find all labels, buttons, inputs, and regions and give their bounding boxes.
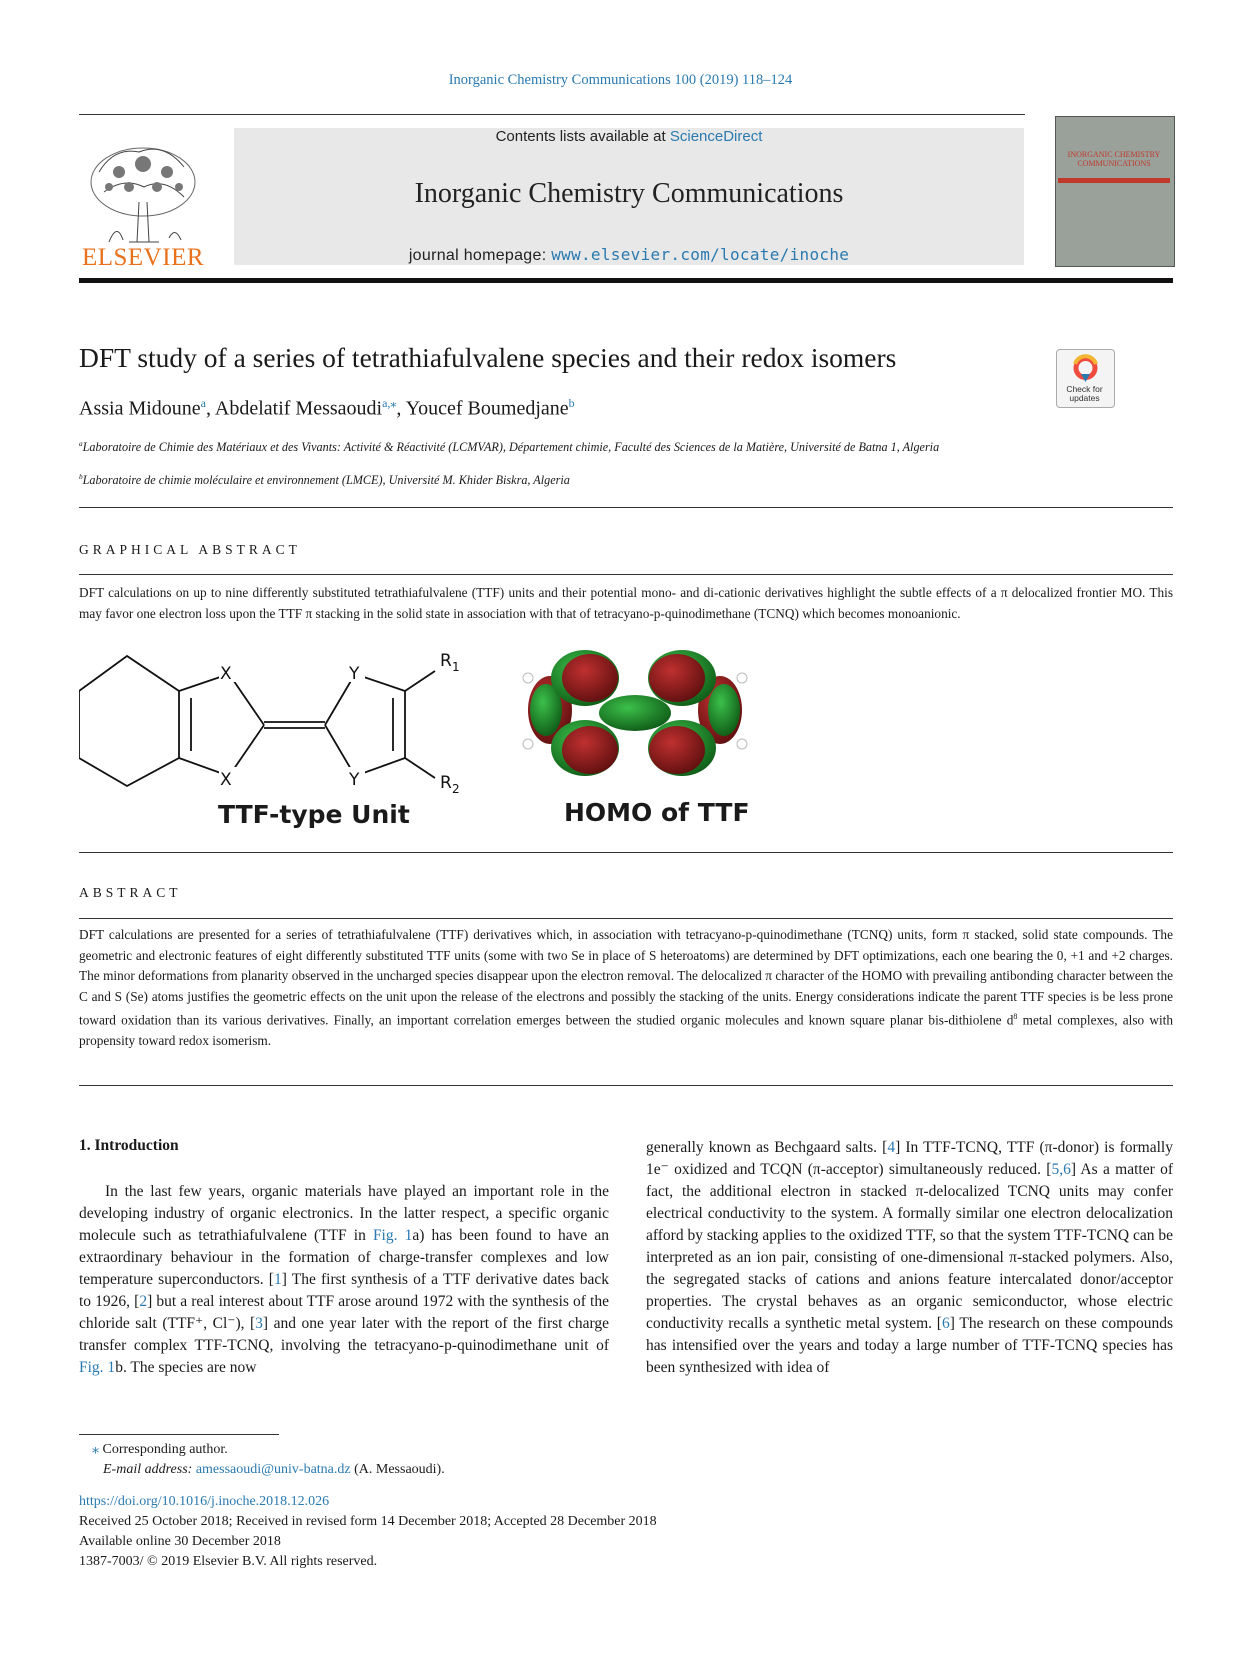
corresponding-mark: ⁎ xyxy=(92,1442,99,1457)
graphical-abstract-heading: GRAPHICAL ABSTRACT xyxy=(79,542,301,557)
section-rule xyxy=(79,574,1173,575)
journal-cover-thumbnail[interactable] xyxy=(1055,116,1175,267)
abstract-superscript: 8 xyxy=(1013,1012,1018,1021)
abstract-body: DFT calculations are presented for a series of tetrathiafulvalene (TTF) derivatives which, in association with tetracyano-p-quinodimethane (TCNQ) units, form π stacked, solid state compounds. The geometric and electronic features of eight differently substituted TTF units (some with two Se in place of S heteroatoms) are determined by DFT optimizations, each one bearing the 0, +1 and +2 charges. The minor deformations from planarity observed in the uncharged species disappear upon the electron removal. The delocalized π character of the HOMO with prevailing antibonding character between the C and S (Se) atoms justifies the geometric effects on the unit upon the release of the electrons and possibly the stacking of the units. Energy considerations indicate the parent TTF species is be less prone toward oxidation than its various derivatives. Finally, an important correlation emerges between the studied organic molecules and known square planar bis-dithiolene d xyxy=(79,927,1173,1028)
body-text: ] and one year later with the report of the first charge transfer complex TTF-TCNQ, involving the tetracyano-p-quinodimethane unit of xyxy=(79,1315,609,1354)
atom-x-top: X xyxy=(220,664,232,684)
reference-link[interactable]: 1 xyxy=(273,1271,282,1288)
intro-paragraph xyxy=(79,1181,609,1379)
substituent-r2-subscript: 2 xyxy=(452,782,460,796)
email-suffix: (A. Messaoudi). xyxy=(350,1462,445,1477)
body-text: ] The first synthesis of a TTF derivative dates back to 1926, [ xyxy=(79,1271,609,1310)
sciencedirect-link[interactable]: ScienceDirect xyxy=(669,128,763,145)
abstract-text xyxy=(79,925,1173,1051)
homepage-link[interactable]: www.elsevier.com/locate/inoche xyxy=(551,245,850,264)
body-text: ] In TTF-TCNQ, TTF (π-donor) is formally 1e⁻ oxidized and TCQN (π-acceptor) simultaneously reduced. [ xyxy=(646,1139,1173,1178)
body-column-left xyxy=(79,1181,609,1379)
email-link[interactable]: amessaoudi@univ-batna.dz xyxy=(195,1462,351,1477)
atom-y-bottom: Y xyxy=(349,770,360,790)
elsevier-wordmark: ELSEVIER xyxy=(81,244,205,271)
homo-orbital-image xyxy=(520,648,750,778)
journal-name: Inorganic Chemistry Communications xyxy=(414,178,844,209)
author-affiliation-mark[interactable]: a,⁎ xyxy=(382,396,397,410)
affiliation-b xyxy=(79,472,570,488)
ttf-unit-label: TTF-type Unit xyxy=(218,800,410,829)
body-column-right xyxy=(646,1137,1173,1379)
homo-label: HOMO of TTF xyxy=(564,798,750,827)
body-text: ] As a matter of fact, the additional electron in stacked π-delocalized TCNQ units may confer electrical conductivity to the system. A formally similar one electron delocalization afford by stacking applies to the oxidized TTF, so that the system TTF-TCNQ can be interpreted as an ion pair, consisting of one-dimensional π-stacked polymers. Also, the segregated stacks of cations and anions feature intercalated donor/acceptor properties. The crystal behaves as an organic semiconductor, whose electric conductivity recalls a synthetic metal system. [ xyxy=(646,1161,1173,1332)
section-rule xyxy=(79,507,1173,508)
author-affiliation-mark[interactable]: a xyxy=(200,396,206,410)
substituent-r2: R xyxy=(440,773,452,793)
contents-prefix: Contents lists available at xyxy=(495,128,670,145)
header-rule xyxy=(79,114,1025,115)
corresponding-author-note xyxy=(92,1441,228,1458)
abstract-heading: ABSTRACT xyxy=(79,885,182,900)
reference-link[interactable]: 2 xyxy=(139,1293,148,1310)
article-title: DFT study of a series of tetrathiafulvalene species and their redox isomers xyxy=(79,342,897,373)
body-text: ] but a real interest about TTF arose around 1972 with the synthesis of the chloride salt (TTF⁺, Cl⁻), [ xyxy=(79,1293,609,1332)
graphical-abstract-text: DFT calculations on up to nine differently substituted tetrathiafulvalene (TTF) units and their potential mono- and di-cationic derivatives highlight the subtle effects of a π delocalized frontier MO. This may favor one electron loss upon the TTF π stacking in the solid state in association with that of tetracyano-p-quinodimethane (TCNQ) which becomes monoanionic. xyxy=(79,585,1173,621)
check-for-updates-label: Check for updates xyxy=(1066,384,1103,403)
introduction-heading: 1. Introduction xyxy=(79,1137,179,1154)
header-thick-rule xyxy=(79,278,1173,283)
substituent-r1: R xyxy=(440,651,452,671)
received-dates: Received 25 October 2018; Received in revised form 14 December 2018; Accepted 28 December 2018 xyxy=(79,1514,657,1529)
cover-red-band xyxy=(1058,178,1170,183)
abstract-body-end: metal complexes, also with propensity toward redox isomerism. xyxy=(79,1012,1174,1048)
author-name[interactable]: Assia Midoune xyxy=(79,397,201,420)
reference-link[interactable]: 3 xyxy=(255,1315,263,1332)
copyright-line: 1387-7003/ © 2019 Elsevier B.V. All rights reserved. xyxy=(79,1554,378,1569)
email-label: E-mail address: xyxy=(103,1462,196,1477)
reference-link[interactable]: 6 xyxy=(941,1315,950,1332)
figure-link[interactable]: Fig. 1 xyxy=(372,1227,413,1244)
ttf-structure-diagram xyxy=(79,646,479,796)
section-rule xyxy=(79,918,1173,919)
author-name[interactable]: Abdelatif Messaoudi xyxy=(214,397,383,420)
author-list: Assia Midoune$^a$, Abdelatif Messaoudi$^{a,⁎}$, Youcef Boumedjane$^b$ xyxy=(79,396,575,420)
homepage-line xyxy=(234,245,1024,265)
affiliation-text: Laboratoire de chimie moléculaire et environnement (LMCE), Université M. Khider Biskra, Algeria xyxy=(82,473,570,488)
affiliation-mark: b xyxy=(79,472,83,481)
available-online-date: Available online 30 December 2018 xyxy=(79,1534,281,1549)
section-rule xyxy=(79,852,1173,853)
body-text: generally known as Bechgaard salts. [ xyxy=(646,1139,888,1156)
body-text: b. The species are now xyxy=(115,1359,257,1376)
reference-link[interactable]: 4 xyxy=(887,1139,896,1156)
body-text: a) has been found to have an extraordinary behaviour in the formation of charge-transfer complexes and low temperature superconductors. [ xyxy=(79,1227,609,1288)
journal-citation[interactable]: Inorganic Chemistry Communications 100 (2019) 118–124 xyxy=(448,72,793,88)
section-rule xyxy=(79,1085,1173,1086)
email-note xyxy=(103,1462,445,1478)
reference-link[interactable]: 5,6 xyxy=(1051,1161,1071,1178)
body-text: In the last few years, organic materials have played an important role in the developing industry of organic electronics. In the latter respect, a specific organic molecule such as tetrathiafulvalene (TTF in xyxy=(79,1183,609,1244)
corresponding-text: Corresponding author. xyxy=(99,1442,228,1457)
cyclohexane-ring xyxy=(79,656,179,786)
body-text: ] The research on these compounds has intensified over the years and today a large number of TTF-TCNQ species has been synthesized with idea of xyxy=(646,1315,1173,1376)
author-name[interactable]: Youcef Boumedjane xyxy=(405,397,569,420)
author-affiliation-mark[interactable]: b xyxy=(568,396,575,410)
homepage-label: journal homepage: xyxy=(408,247,552,264)
contents-line xyxy=(234,128,1024,145)
doi-link[interactable]: https://doi.org/10.1016/j.inoche.2018.12.026 xyxy=(79,1494,330,1509)
affiliation-mark: a xyxy=(79,439,83,448)
footnote-rule xyxy=(79,1434,279,1435)
cover-title: INORGANIC CHEMISTRY COMMUNICATIONS xyxy=(1067,150,1161,168)
atom-x-bottom: X xyxy=(220,770,232,790)
affiliation-text: Laboratoire de Chimie des Matériaux et des Vivants: Activité & Réactivité (LCMVAR), Département chimie, Faculté des Sciences de la Matière, Université de Batna 1, Algeria xyxy=(82,440,940,455)
figure-link[interactable]: Fig. 1 xyxy=(79,1359,116,1376)
atom-y-top: Y xyxy=(349,664,360,684)
affiliation-a xyxy=(79,435,1039,457)
substituent-r1-subscript: 1 xyxy=(452,660,460,674)
